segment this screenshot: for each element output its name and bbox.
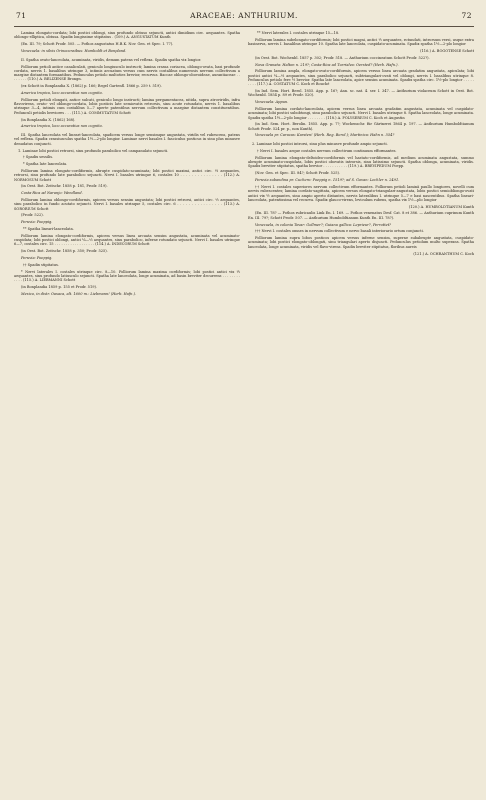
paragraph: Folliorum lamina cordato-lanceolata, apicem versus linea arcuata gradatim angustata, acuminata vel cuspidato-acuminata; lobi postici subobtongi, sinu parabolico sejuncti. Nervi I. basales utrinque 8. Spatha lanceolata, longe acuminata. Spadix spatha 1½—2-plo longior . . . . . . . . (118.) A. POLYSERIUM C. Koch et Augustin (248, 107, 474, 120)
locality: Nova Granata: Halton n. 219?; Costa-Rica ad Turrialva: Oersted? (Herb. Hafn.). (255, 62, 399, 67)
locality: America tropica, loco accuratius non cognito. (21, 124, 103, 129)
reference: (in Ind. Sem. Hort. Berolin. 1855. App. p. 7?; Wochenschr. für Gärtnerei 1864 p. 197. — Anthurium Humboldtianum Schott Prodr. 524 pr. p., non Kunth). (248, 122, 474, 131)
paragraph: Folliorum lamina elongato-cordiformis, apicem versus linea arcuata sensim angustata, acuminata vel acuminato-cuspidata; lobi postici oblongi, antici ¼—⅓ aequantes, sinu parabolico, inferne rotundato sejuncti. Nervi I. basales utrinque 6—7, costales circ. 15 . . . . . . . . . . . . . . . . . . (114.) A. INDECORUM Schott (14, 233, 240, 247)
paragraph: Folliorum petioli elongati, antice sulcati, geniculo longo instructi; lamina pergamentacea, nitida, supra atroviridis, infra flavovirens, ovato- vel oblongo-cordata, lobis posticis late semiovatis retrorsis, sinu acute rotundato, nervis 1. basalibus utrinque 3—4, intimis cum costalibus 5—7 aperte patentibus nervum collectivum a margine distantem constituentibus. Pedunculi petiolis breviores . . . (111.) A. COMMUTATUM Schott (14, 97, 240, 115)
locality: Venezuela: Appun. (255, 100, 289, 105)
paragraph: Lamina elongato-cordata; lobi postici oblongi, sinu profundo obtuso sejuncti, antici dimidium circ. aequantes. Spatha oblongo-elliptica, obtusa. Spadix longissime stipitatus . (109.) A. ANGUSTATUM Kunth (14, 31, 240, 40)
left-column (14, 31, 240, 791)
running-title: ARACEAE: ANTHURIUM. (190, 11, 298, 20)
page-number-right: 72 (461, 11, 472, 20)
subsection-heading: ** Nervi laterales I. costales utrinque 15—18. (257, 31, 340, 35)
reference: (Prodr. 522). (21, 213, 44, 218)
reference: (in Bonplandia X. (1862) 168). (21, 117, 76, 122)
subsection-heading: * Spatha late lanceolata. (23, 162, 68, 167)
subsection-heading: ** Spatha lineari-lanceolata. (23, 227, 74, 232)
paragraph: * Nervi laterales I. costales utrinque circ. 8—10. Folliorum lamina maxima cordiformis; lobi postici antici vix ⅓ aequantes, sinu profundo latiusculo sejuncti. Spatha late lanceolata, longe acuminata, ad basin breviter decurrens . . . . . . . . . . . . (115.) A. LIEBMANNI Schott (14, 269, 240, 283)
paragraph: Folliorum lamina oblongo-cordiformis, apicem versus sensim angustata; lobi postici retrorsi, antici circ. ⅓ aequantes, sinu parabolico in fundo acutato sejuncti. Nervi I. basales utrinque 5, costales circ. 6 . . . . . . . . . . . . . . . . (113.) A. SORORIUM Schott (14, 198, 240, 211)
reference: (in Oest. Bot. Zeitschr. 1858 p. 181, Prodr. 519). (21, 184, 108, 189)
text-columns (14, 31, 474, 791)
subsection-heading: ††† Nervi I. costales omnes in nervum collectivum e nervo basali interiorario ortum conjuncti. (255, 229, 424, 234)
locality: Peruvia subandina pr. Cuchero: Poeppig n. 1519?; ad S. Govan: Lechler n. 2491. (255, 178, 400, 183)
reference: (in Ind. Sem. Hort. Berol. 1855. App. p. 16?; Ann. sc. nat. 4. ser. I. 347. — Anthurium violaceum Schott in Oest. Bot. Wochenbl. 1854 p. 89 et Prodr. 520). (248, 89, 474, 98)
paragraph: Folliorum lamina elongato-cordiformis, abrupte cuspidato-acuminata; lobi postici maximi, antici circ. ⅓ aequantes, retrorsi, sinu profundo late parabolico sejuncti. Nervi I. basales utrinque 6, costales 10 . . . . . . . . . . . . . . . (112.) A. NORMOSUM Schott (14, 169, 240, 182)
right-column (248, 31, 474, 791)
locality: Venezuela: in silvis Orinocensibus: Humboldt et Bonpland. (21, 48, 127, 53)
locality: Venezuela pr. Caracas: Karsten! (Herb. Reg. Berol.); Martinica: Hahn n. 554? (255, 133, 395, 138)
section-heading: II. Spatha ovato-lanceolata, acuminata, viridis, demum patens vel reflexa. Spadix spatha vix longior. (21, 57, 202, 62)
locality: Peruvia: Poeppig. (21, 220, 53, 225)
header-rule (14, 26, 474, 27)
paragraph: Folliorum lamina subelongato-cordiformis; lobi postici magni, antici ⅓ aequantes, rotundati, introrsum versi, usque extra basinerva, nervis I. basalibus utrinque 10. Spatha late lanceolata, cuspidato-acuminata. Spadix spatha 1½—2-plo longior (248, 37, 474, 47)
locality: Costa-Rica ad Naranjo: Wendland. (21, 191, 83, 196)
locality: Peruvia: Poeppig. (21, 256, 53, 261)
page-number-left: 71 (16, 11, 27, 20)
reference: (in Oest. Bot. Zeitschr. 1858 p. 350; Prodr. 525). (21, 249, 108, 254)
paragraph: †† Nervi I. costales superiores nervum collectivum efformantes. Folliorum petioli laminā paullo longiores, novelli cum nervis rubescentes; lamina cordato-sagittata, apicem versus elongato-triangulari-angustata, lobis postici semiobliongo-ovati antici vix ½ aequantes, sinu ampio aperto distantes, nervis lateralibus I. utrinque 5—7 e basi nascentibus. Spatha lineari-lanceolata, patentissima vel recurva. Spadix glauco-virens, leviculum rubens, spatha vix 1½—plo longior (248, 185, 474, 202)
reference: (Nov. Gen. et Spec. III. 84?; Schott Prodr. 525). (255, 171, 340, 176)
species-name: (116.) A. BOGOTENSE Schott (420, 48, 474, 53)
locality: America tropica, loco accuratius non cognito. (21, 91, 103, 96)
paragraph: Folliorum lamina supra lobos posticos apicem versus inferne sensim, superne subabrupte angustata, cuspidato-acuminata; lobi postici elongato-oblongati, sinu triangulari aperto disjuncti. Pedunculus petiolum multo superans. Spatha lanceolata, longe acuminata, viridis vel flavo-virens. Spadix breviter stipitatus, floribus aureis (248, 236, 474, 249)
subsection-heading: † Nervi I. basales aeque costales nervum collectivum continuum efformantes. (257, 149, 397, 154)
paragraph: Folliorum lamina elongato-deltoideo-cordiformis vel hastato-cordiformis, ad medium acuminata angustata, summo abrupte acuminato-cuspidata, lobis postici obovatis introrsis, sinu latissimo sejuncti. Spatha oblonga, acuminata, viridis. Spadix breviter stipitatus, spatha brevior . . . . . . . . . . . (119.) A. BREVIPEDUM Poepp. (248, 155, 474, 169)
paragraph: Folliorum lamina ampla, elongato-ovato-cordiformis, apicem versus linea arcuata gradatim angustata, apiculata; lobi postici antici ¼—⅓ aequantes, sinu parabolico sejuncti, subtriangulari-ovati vel oblongi, nervis I. basalibus utrinque 8. Pedunculus petiolo fere ½ brevior. Spatha late lanceolata, apice sensim acuminata. Spadix spatha circ. 1½-plo longior . . . . . . . . . (117.) A. COSTATUM C. Koch et Bouché (248, 69, 474, 87)
subsection-heading: †† Spadix stipitatus. (23, 263, 60, 267)
reference: (ex Schott in Bonplandia X. (1862) p. 166; Regel Gartenfl. 1866 p. 259 t. 519). (21, 84, 162, 89)
reference: (En. III. 78? — Pothos rubricaulis Link En. I. 169. — Pothos venenatus Desf. Cat. 8 et 386. — Anthurium cuprinum Kunth En. III. 79?; Schott Prodr. 507. — Anthurium Humboldtianum Kunth En. III. 78?). (248, 211, 474, 220)
paragraph: Folliorum petioli antice canaliculati, geniculo longiusculo instructi; lamina crassa coriacea, oblongo-ovata, basi profunde cordata, nervis 1. basalibus utrinque 3, intimis arcuatum versus cum nervis costalibus numerosis nervum collectivum a margine distantem formantibus. Pedunculus petiolo multoties brevior, recurvus. Baccae oblongo-obovoideae, aurantiaceae . . . . . . . . (110.) A. BELIZENSE Brongn. (14, 64, 240, 82)
reference: (in Bonplandia 1859 p. 155 et Prodr. 519). (21, 285, 97, 290)
species-name: (121.) A. OCHRANTHUM C. Koch (413, 251, 474, 256)
locality: Venezuela, in colonia Tovar: Gollmer?; Guiana gallica: Leprieur?, Perrottet? (255, 222, 392, 227)
reference: (En. III. 79; Schott Prodr. 505. — Pothos angustatus H.B.K. Nov. Gen. et Spec. I. 77). (21, 42, 174, 47)
subsection-heading: † Spadix sessilis. (23, 155, 54, 160)
section-heading: III. Spatha lanceolata vel lineari-lanceolata, spadicem versus longe sensimque angustata, viridis vel rubescens, patens vel reflexa. Spadix crassiusculus spatha 1½—2-plo longior. Laminae nervi basales I. fasciculus posticus in sinu plus minusve denudatus conjuncti. (14, 133, 240, 146)
page-header (14, 10, 474, 24)
locality: Mexico, in distr. Oaxaca, alt. 1600 m.: Liebmann! (Herb. Hafn.). (21, 292, 137, 297)
subsection-heading: 2. Laminae lobi postici introrsi, sinu plus minusve profunde ampio sejuncti. (252, 142, 388, 147)
species-name: (120.) A. HUMBOLDTIANUM Kunth (408, 204, 474, 209)
reference: (in Oest. Bot. Wochenbl. 1857 p. 302; Prodr. 518. — Anthurium coccineatum Schott Prodr. 522?). (255, 55, 430, 60)
subsection-heading: 1. Laminae lobi postici retrorsi, sinu profundo parabolico vel campanulato sejuncti. (18, 148, 169, 153)
